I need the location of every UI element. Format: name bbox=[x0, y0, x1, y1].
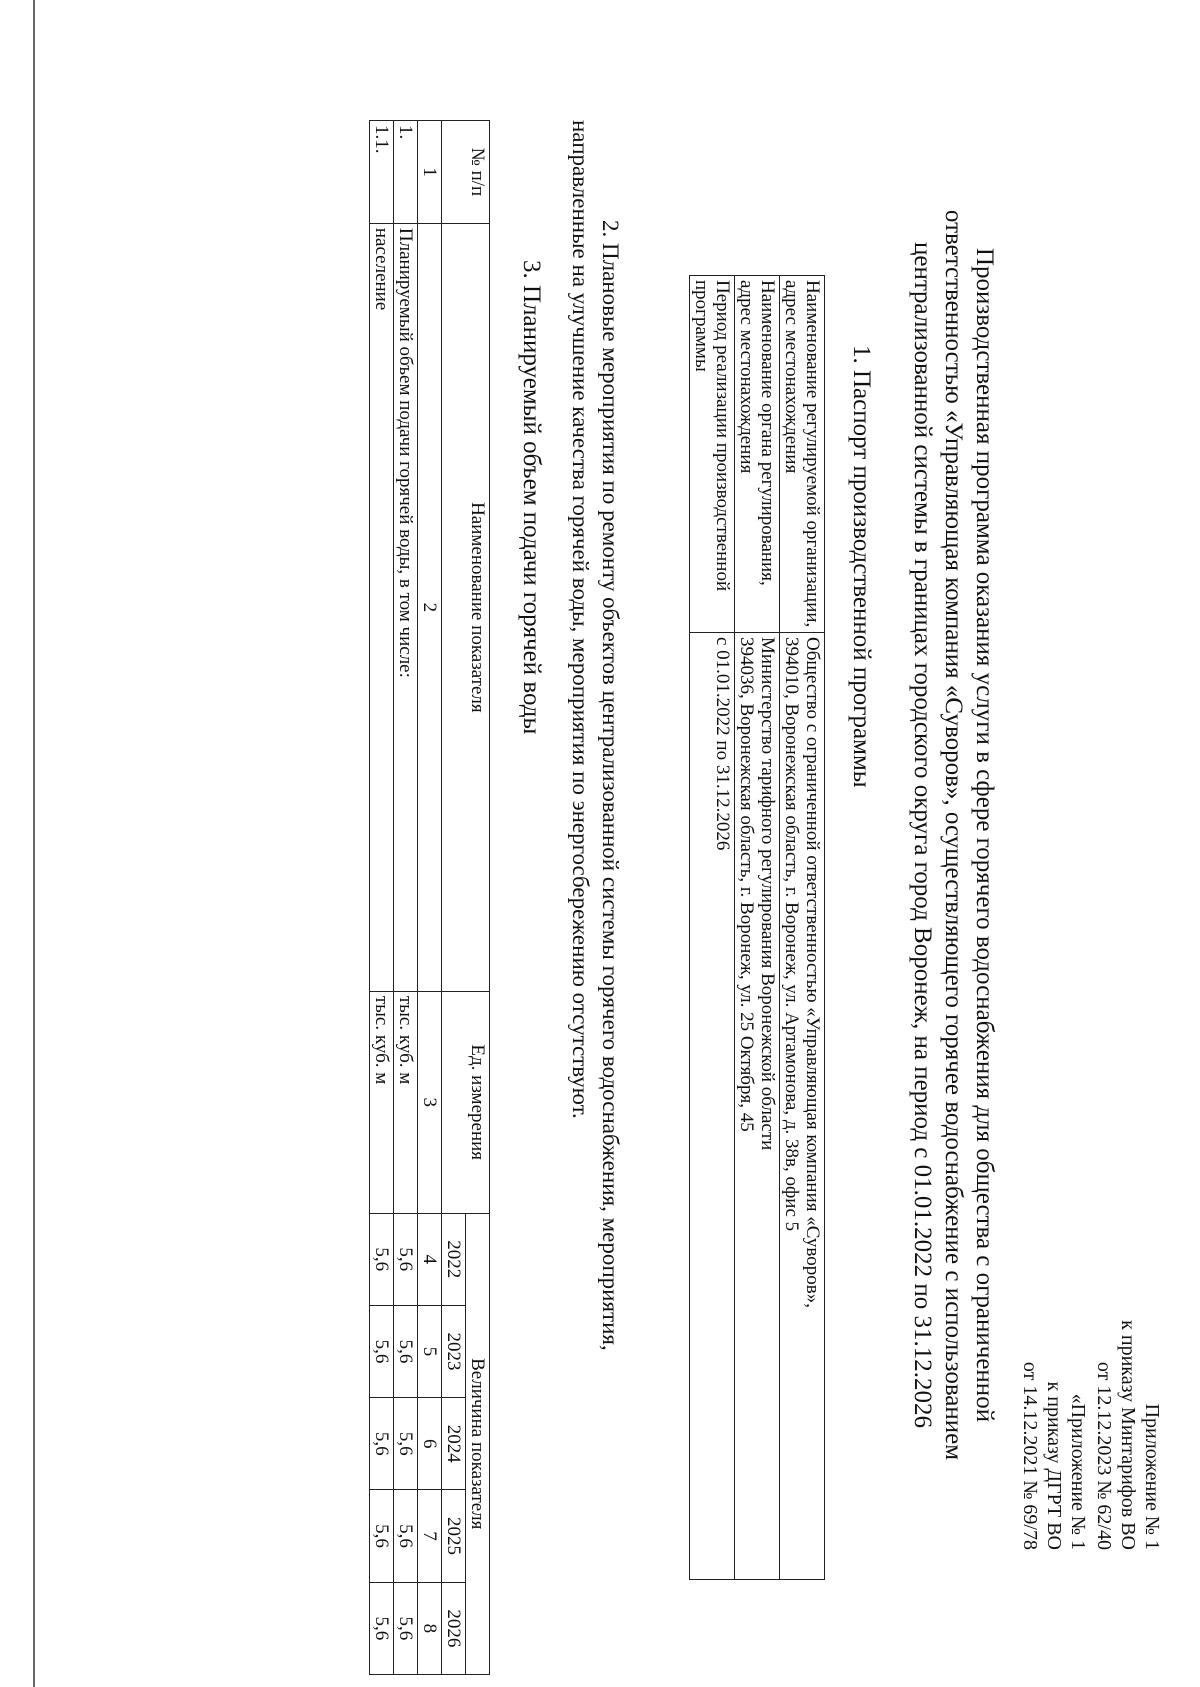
table-row bbox=[735, 276, 780, 1580]
row-name: население bbox=[370, 223, 394, 991]
appendix-current bbox=[1092, 1320, 1164, 1550]
passport-label: Наименование органа регулирования, адрес местонахождения bbox=[735, 276, 780, 633]
table-index-row bbox=[418, 121, 442, 1675]
col-header-year: 2022 bbox=[442, 1213, 466, 1305]
table-row bbox=[370, 121, 394, 1675]
appendix-previous-line1: «Приложение № 1 bbox=[1067, 1393, 1089, 1550]
row-value: 5,6 bbox=[394, 1305, 418, 1397]
section2-text bbox=[565, 120, 625, 1590]
scan-edge-line bbox=[33, 0, 35, 1687]
row-num: 1. bbox=[394, 121, 418, 224]
section2-line1: 2. Плановые мероприятия по ремонту объектов централизованной системы горячего водоснабжения, мероприятия, bbox=[598, 220, 623, 1351]
col-header-year: 2025 bbox=[442, 1490, 466, 1582]
index-cell: 5 bbox=[418, 1305, 442, 1397]
row-value: 5,6 bbox=[370, 1305, 394, 1397]
table-header-row bbox=[466, 121, 490, 1675]
index-cell: 1 bbox=[418, 121, 442, 224]
title-line3: централизованной системы в границах городского округа город Воронеж, на период с 01.01.2022 по 31.12.2026 bbox=[909, 241, 936, 1429]
row-value: 5,6 bbox=[370, 1398, 394, 1490]
passport-value-line: 394036, Воронежская область, г. Воронеж, ул. 25 Октября, 45 bbox=[736, 637, 757, 1132]
row-value: 5,6 bbox=[370, 1490, 394, 1582]
passport-value-line: Общество с ограниченной ответственностью «Управляющая компания «Суворов», bbox=[802, 637, 823, 1308]
passport-value bbox=[735, 633, 780, 1580]
passport-value bbox=[690, 633, 735, 1580]
appendix-current-line3: от 12.12.2023 № 62/40 bbox=[1093, 1361, 1115, 1550]
table-row bbox=[780, 276, 825, 1580]
section1-heading: 1. Паспорт производственной программы bbox=[848, 345, 875, 788]
appendix-current-line1: Приложение № 1 bbox=[1141, 1403, 1163, 1550]
col-header-num: № п/п bbox=[442, 121, 490, 224]
hot-water-volume-table bbox=[369, 120, 490, 1675]
index-cell: 7 bbox=[418, 1490, 442, 1582]
index-cell: 6 bbox=[418, 1398, 442, 1490]
passport-table bbox=[689, 275, 825, 1580]
row-value: 5,6 bbox=[394, 1398, 418, 1490]
col-header-value: Величина показателя bbox=[466, 1213, 490, 1674]
col-header-year: 2023 bbox=[442, 1305, 466, 1397]
row-num: 1.1. bbox=[370, 121, 394, 224]
index-cell: 2 bbox=[418, 223, 442, 991]
row-name: Планируемый объем подачи горячей воды, в том числе: bbox=[394, 223, 418, 991]
appendix-previous-line3: от 14.12.2021 № 69/78 bbox=[1019, 1361, 1041, 1550]
index-cell: 3 bbox=[418, 991, 442, 1213]
title-line2: ответственностью «Управляющая компания «Суворов», осуществляющего горячее водоснабжение с использованием bbox=[940, 209, 967, 1461]
row-value: 5,6 bbox=[370, 1582, 394, 1674]
appendix-current-line2: к приказу Минтарифов ВО bbox=[1117, 1320, 1139, 1550]
passport-label: Наименование регулируемой организации, адрес местонахождения bbox=[780, 276, 825, 633]
passport-value-line: 394010, Воронежская область, г. Воронеж, ул. Артамонова, д. 38в, офис 5 bbox=[781, 637, 802, 1232]
index-cell: 4 bbox=[418, 1213, 442, 1305]
row-value: 5,6 bbox=[394, 1213, 418, 1305]
appendix-previous-line2: к приказу ДГРТ ВО bbox=[1043, 1381, 1065, 1550]
appendix-previous bbox=[1018, 1362, 1090, 1550]
table-row bbox=[394, 121, 418, 1675]
passport-value bbox=[780, 633, 825, 1580]
col-header-unit: Ед. измерения bbox=[442, 991, 490, 1213]
row-value: 5,6 bbox=[394, 1582, 418, 1674]
col-header-name: Наименование показателя bbox=[442, 223, 490, 991]
title-line1: Производственная программа оказания услуги в сфере горячего водоснабжения для общества с ограниченной bbox=[971, 247, 998, 1423]
document-title bbox=[907, 120, 1000, 1550]
passport-label: Период реализации производственной программы bbox=[690, 276, 735, 633]
section3-heading: 3. Планируемый объем подачи горячей воды bbox=[518, 260, 545, 735]
col-header-year: 2026 bbox=[442, 1582, 466, 1674]
table-row bbox=[690, 276, 735, 1580]
row-unit: тыс. куб. м bbox=[394, 991, 418, 1213]
section2-line2: направленные на улучшение качества горячей воды, мероприятия по энергосбережению отсутствуют. bbox=[568, 120, 593, 1119]
row-value: 5,6 bbox=[370, 1213, 394, 1305]
passport-value-line: Министерство тарифного регулирования Воронежской области bbox=[757, 637, 778, 1151]
passport-value-line: с 01.01.2022 по 31.12.2026 bbox=[712, 637, 733, 851]
row-value: 5,6 bbox=[394, 1490, 418, 1582]
col-header-year: 2024 bbox=[442, 1398, 466, 1490]
row-unit: тыс. куб. м bbox=[370, 991, 394, 1213]
index-cell: 8 bbox=[418, 1582, 442, 1674]
